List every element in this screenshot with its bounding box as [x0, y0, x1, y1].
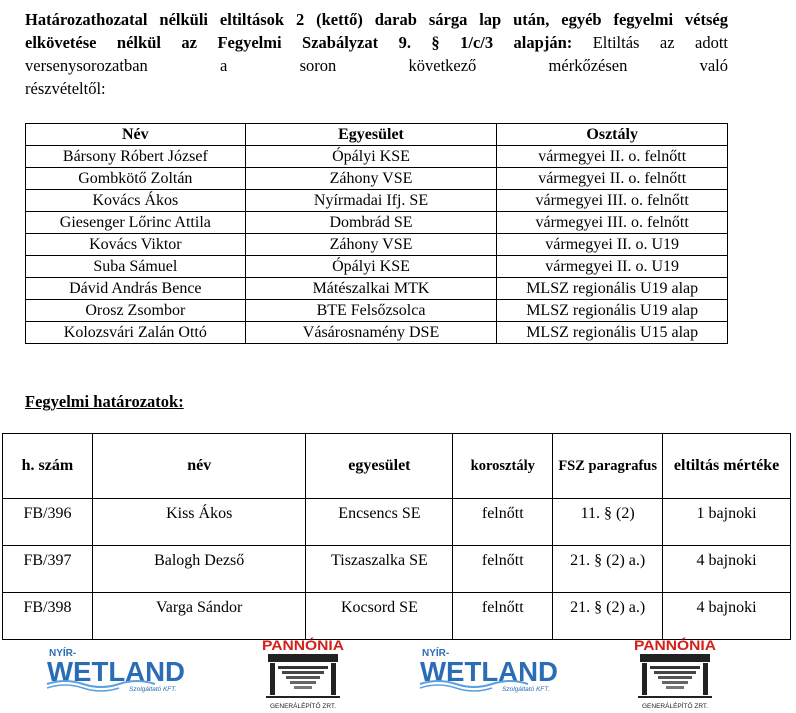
intro-line-1: Határozathozatal nélküli eltiltások 2 (kettő) darab sárga lap után, egyéb fegyelmi vétség — [25, 10, 728, 29]
pannonia-logo-text: PANNÓNIA — [262, 637, 336, 653]
table-row — [26, 300, 728, 322]
cell-nev: Bársony Róbert József — [26, 146, 246, 168]
cell-nev: Balogh Dezső — [92, 546, 306, 593]
cell-egyesulet: Mátészalkai MTK — [245, 278, 497, 300]
cell-h-szam: FB/398 — [3, 593, 93, 640]
cell-egyesulet: Vásárosnamény DSE — [245, 322, 497, 344]
cell-egyesulet: Kocsord SE — [306, 593, 453, 640]
wetland-logo-sub: Szolgáltató KFT. — [502, 686, 550, 693]
cell-fsz-paragrafus: 21. § (2) a.) — [553, 546, 663, 593]
cell-osztaly: vármegyei III. o. felnőtt — [497, 212, 728, 234]
table-row — [3, 499, 791, 546]
intro-paragraph — [25, 8, 728, 100]
sponsor-logos — [0, 630, 796, 713]
table-row — [26, 212, 728, 234]
cell-egyesulet: Ópályi KSE — [245, 146, 497, 168]
cell-korosztaly: felnőtt — [453, 499, 553, 546]
intro-line-2: elkövetése nélkül az Fegyelmi Szabályzat 9. § 1/c/3 alapján: Eltiltás az adott — [25, 33, 729, 52]
wetland-logo-sub: Szolgáltató KFT. — [129, 686, 177, 693]
cell-eltiltas-merteke: 4 bajnoki — [663, 593, 791, 640]
header-osztaly: Osztály — [497, 124, 728, 146]
table-header-row — [3, 434, 791, 499]
intro-line-4: részvételtől: — [25, 79, 106, 98]
cell-fsz-paragrafus: 21. § (2) a.) — [553, 593, 663, 640]
cell-korosztaly: felnőtt — [453, 546, 553, 593]
cell-nev: Suba Sámuel — [26, 256, 246, 278]
cell-nev: Giesenger Lőrinc Attila — [26, 212, 246, 234]
header-egyesulet: Egyesület — [245, 124, 497, 146]
cell-osztaly: MLSZ regionális U19 alap — [497, 300, 728, 322]
cell-egyesulet: Záhony VSE — [245, 234, 497, 256]
cell-nev: Dávid András Bence — [26, 278, 246, 300]
wetland-logo-top: NYÍR- — [49, 648, 77, 659]
cell-egyesulet: Encsencs SE — [306, 499, 453, 546]
cell-nev: Gombkötő Zoltán — [26, 168, 246, 190]
cell-egyesulet: Tiszaszalka SE — [306, 546, 453, 593]
pannonia-logo — [258, 636, 348, 712]
cell-h-szam: FB/397 — [3, 546, 93, 593]
fegyelmi-heading: Fegyelmi határozatok: — [25, 392, 184, 411]
header-h-szam: h. szám — [3, 434, 93, 499]
cell-osztaly: MLSZ regionális U15 alap — [497, 322, 728, 344]
cell-nev: Kovács Ákos — [26, 190, 246, 212]
cell-egyesulet: Dombrád SE — [245, 212, 497, 234]
cell-h-szam: FB/396 — [3, 499, 93, 546]
header-nev: név — [92, 434, 306, 499]
table-row — [26, 256, 728, 278]
suspensions-table — [25, 123, 728, 344]
table-header-row — [26, 124, 728, 146]
cell-osztaly: vármegyei III. o. felnőtt — [497, 190, 728, 212]
cell-osztaly: vármegyei II. o. felnőtt — [497, 168, 728, 190]
cell-korosztaly: felnőtt — [453, 593, 553, 640]
cell-egyesulet: Ópályi KSE — [245, 256, 497, 278]
wetland-logo-top: NYÍR- — [422, 648, 450, 659]
cell-nev: Kiss Ákos — [92, 499, 306, 546]
cell-eltiltas-merteke: 4 bajnoki — [663, 546, 791, 593]
cell-egyesulet: Nyírmadai Ifj. SE — [245, 190, 497, 212]
table-row — [26, 146, 728, 168]
cell-egyesulet: BTE Felsőzsolca — [245, 300, 497, 322]
cell-egyesulet: Záhony VSE — [245, 168, 497, 190]
wetland-logo-text: WETLAND — [47, 656, 185, 687]
table-row — [26, 190, 728, 212]
table-row — [26, 322, 728, 344]
disciplinary-table — [2, 433, 791, 640]
pannonia-logo — [630, 636, 720, 712]
header-egyesulet: egyesület — [306, 434, 453, 499]
header-korosztaly: korosztály — [453, 434, 553, 499]
cell-osztaly: vármegyei II. o. U19 — [497, 256, 728, 278]
header-eltiltas-merteke: eltiltás mértéke — [663, 434, 791, 499]
cell-eltiltas-merteke: 1 bajnoki — [663, 499, 791, 546]
table-row — [3, 546, 791, 593]
cell-osztaly: MLSZ regionális U19 alap — [497, 278, 728, 300]
pannonia-logo-sub: GENERÁLÉPÍTŐ ZRT. — [642, 703, 708, 710]
header-nev: Név — [26, 124, 246, 146]
cell-nev: Kovács Viktor — [26, 234, 246, 256]
wetland-logo — [45, 644, 190, 694]
cell-nev: Orosz Zsombor — [26, 300, 246, 322]
table-row — [26, 278, 728, 300]
wetland-logo — [418, 644, 563, 694]
cell-osztaly: vármegyei II. o. U19 — [497, 234, 728, 256]
intro-line-3: versenysorozatban a soron következő mérkőzésen való — [25, 56, 728, 75]
pannonia-logo-text: PANNÓNIA — [634, 637, 708, 653]
cell-nev: Kolozsvári Zalán Ottó — [26, 322, 246, 344]
wetland-logo-text: WETLAND — [420, 656, 558, 687]
cell-nev: Varga Sándor — [92, 593, 306, 640]
pannonia-logo-sub: GENERÁLÉPÍTŐ ZRT. — [270, 703, 336, 710]
cell-osztaly: vármegyei II. o. felnőtt — [497, 146, 728, 168]
header-fsz-paragrafus: FSZ paragrafus — [553, 434, 663, 499]
cell-fsz-paragrafus: 11. § (2) — [553, 499, 663, 546]
table-row — [26, 234, 728, 256]
table-row — [26, 168, 728, 190]
